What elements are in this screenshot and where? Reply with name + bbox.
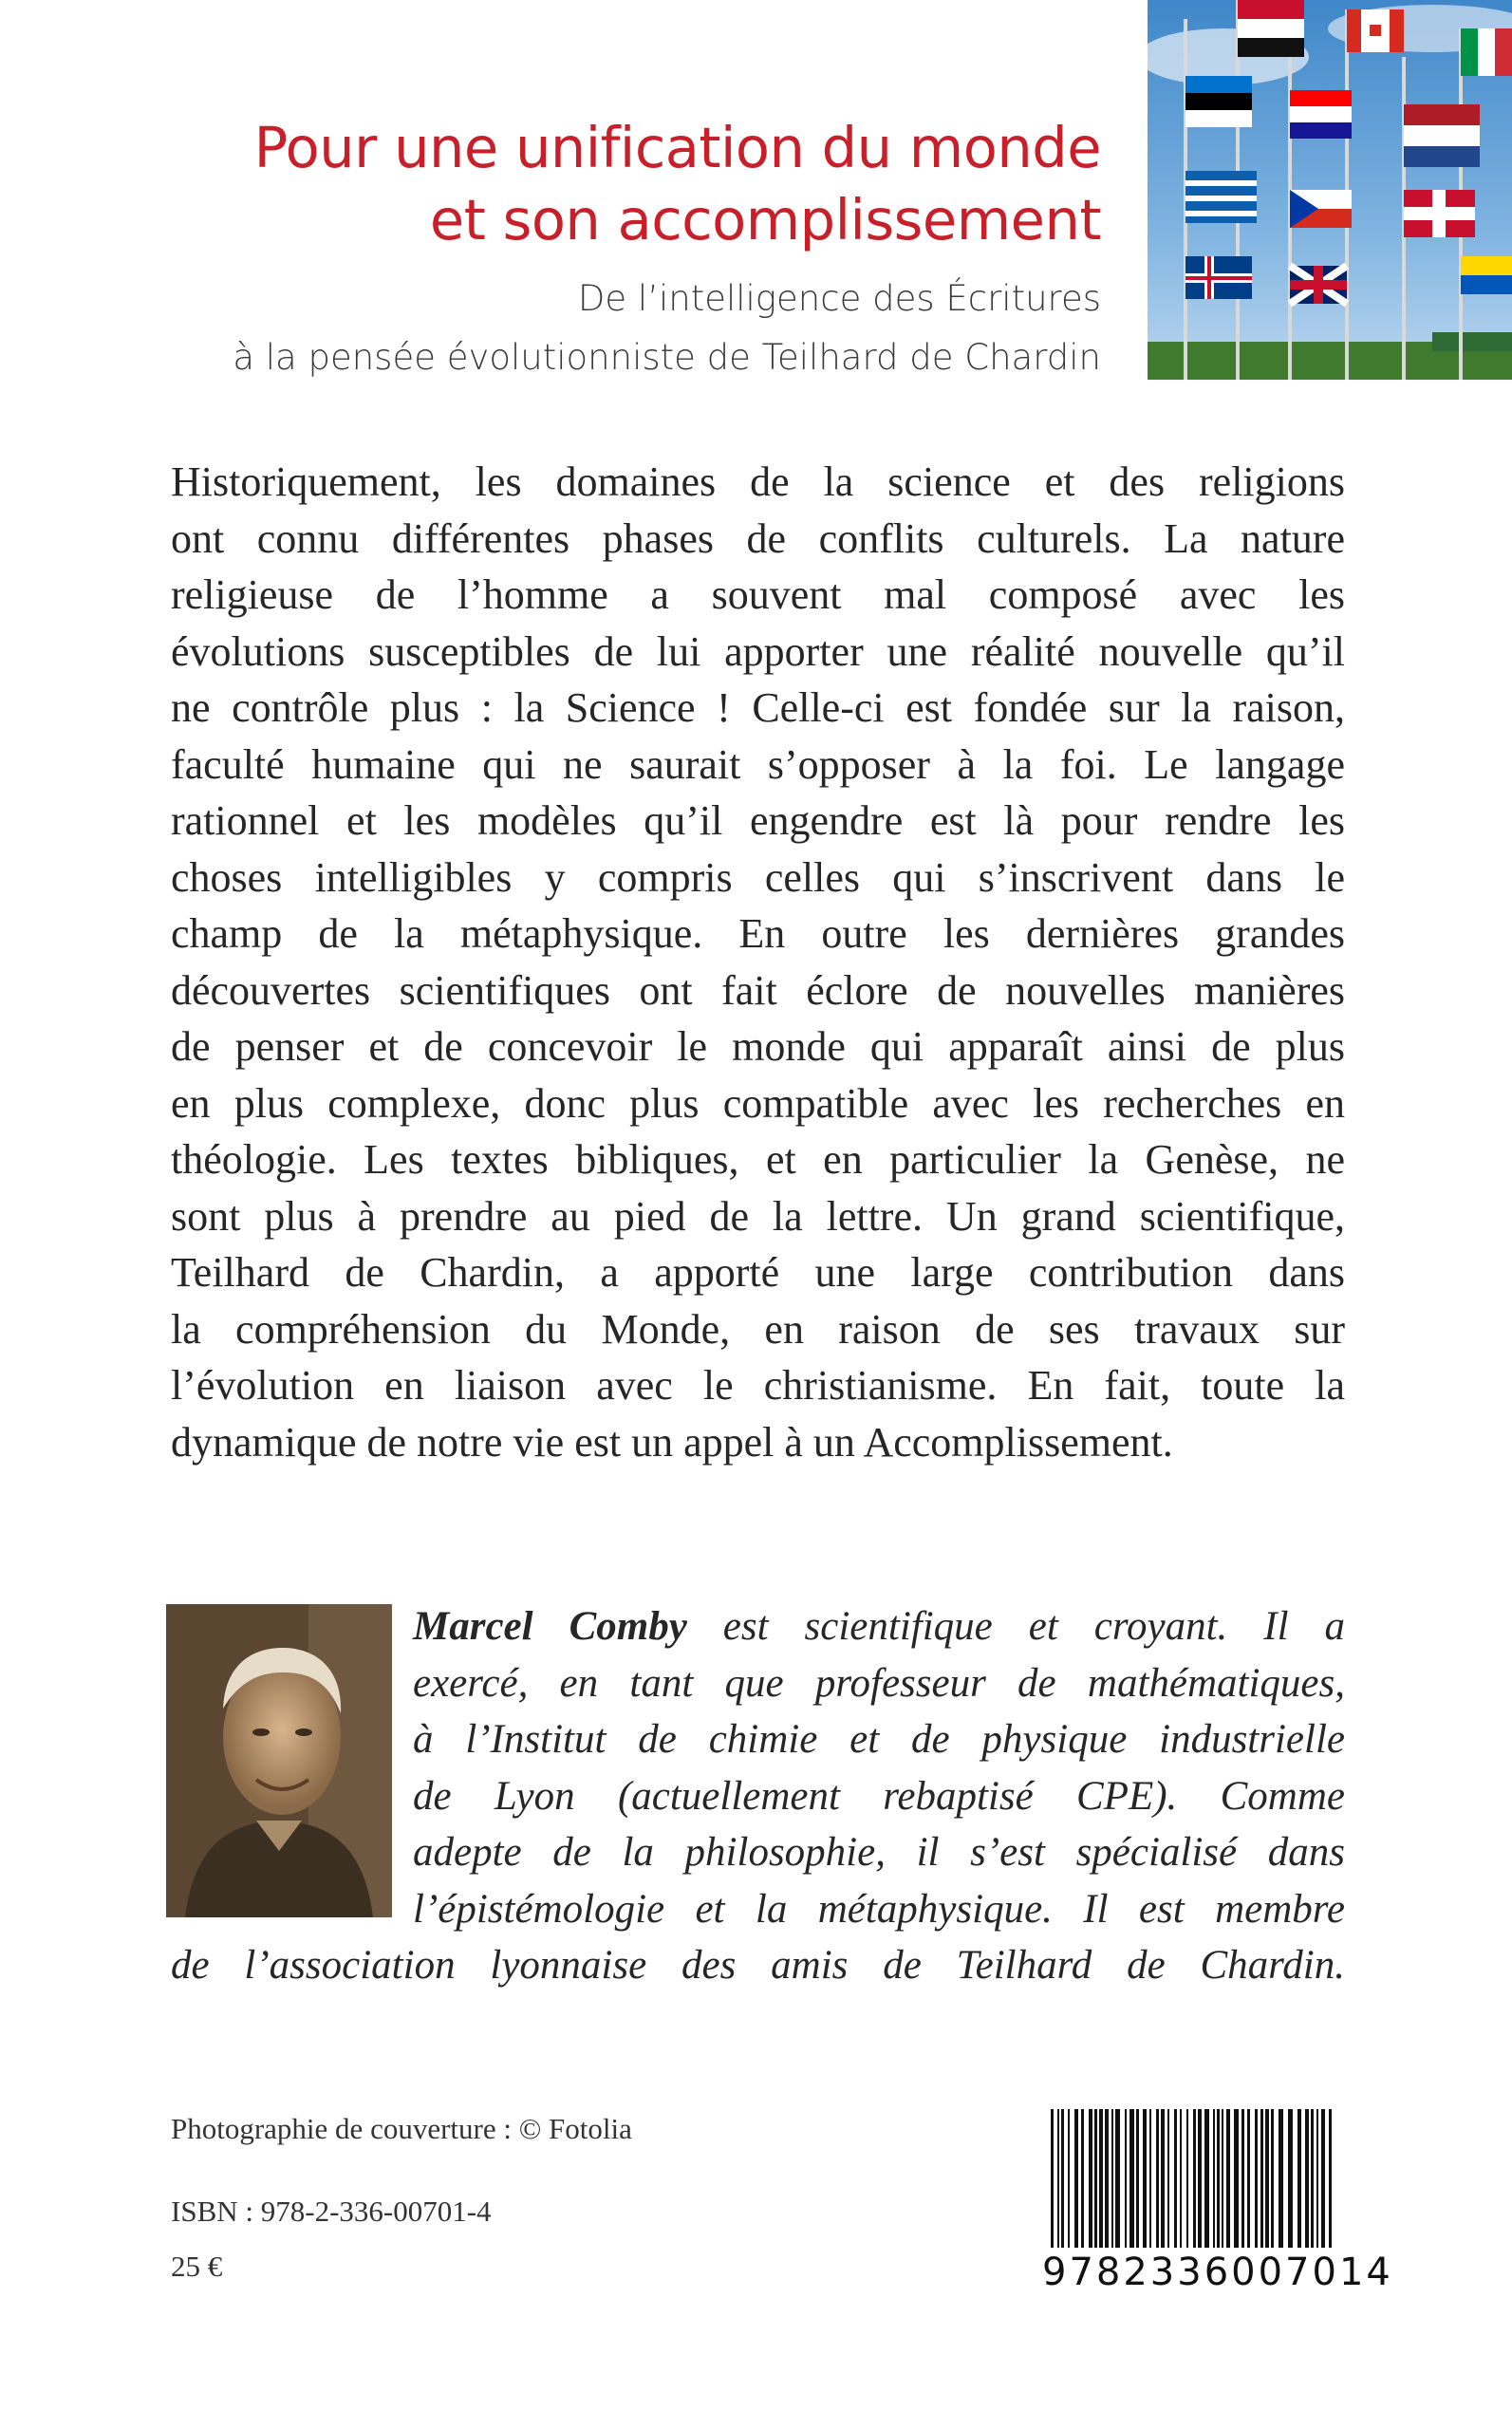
description-line: ont connu différentes phases de conflits culturels. La nature — [171, 514, 1345, 562]
title-block — [142, 112, 1101, 387]
description-line: ne contrôle plus : la Science ! Celle-ci est fondée sur la raison, — [171, 684, 1345, 731]
description-line: de penser et de concevoir le monde qui apparaît ainsi de plus — [171, 1023, 1345, 1070]
description-line: Teilhard de Chardin, a apporté une large contribution dans — [171, 1249, 1345, 1296]
barcode-bar — [1241, 2109, 1244, 2251]
description-line: la compréhension du Monde, en raison de ses travaux sur — [171, 1305, 1345, 1353]
barcode-bar — [1271, 2109, 1274, 2251]
barcode-bar — [1297, 2109, 1301, 2251]
description-line: religieuse de l’homme a souvent mal composé avec les — [171, 571, 1345, 618]
barcode-bar — [1068, 2109, 1070, 2251]
subtitle-line-2: à la pensée évolutionniste de Teilhard de Chardin — [233, 337, 1101, 378]
description-line: découvertes scientifiques ont fait éclore de nouvelles manières — [171, 966, 1345, 1014]
description-line: l’évolution en liaison avec le christianisme. En fait, toute la — [171, 1362, 1345, 1409]
description-line: théologie. Les textes bibliques, et en particulier la Genèse, ne — [171, 1136, 1345, 1183]
bio-line: à l’Institut de chimie et de physique industrielle — [413, 1717, 1345, 1762]
barcode-bar — [1226, 2109, 1230, 2251]
barcode-bar — [1311, 2109, 1314, 2251]
barcode-digits: 9782336007014 — [1042, 2248, 1346, 2297]
book-title-line-2: et son accomplissement — [429, 187, 1101, 252]
description-line: Historiquement, les domaines de la science et des religions — [171, 458, 1345, 505]
barcode-bar — [1180, 2109, 1182, 2251]
barcode-bar — [1161, 2109, 1165, 2251]
barcode-bar — [1193, 2109, 1196, 2251]
barcode-bar — [1061, 2109, 1064, 2251]
barcode-bar — [1305, 2109, 1309, 2251]
barcode-bar — [1174, 2109, 1177, 2251]
barcode-bar — [1081, 2109, 1084, 2251]
barcode-bar — [1329, 2109, 1332, 2251]
description-line: champ de la métaphysique. En outre les dernières grandes — [171, 910, 1345, 957]
barcode-bar — [1099, 2109, 1103, 2251]
barcode-bar — [1316, 2109, 1318, 2251]
bio-line: l’épistémologie et la métaphysique. Il est membre — [413, 1886, 1345, 1932]
barcode-bar — [1149, 2109, 1151, 2251]
description-line: en plus complexe, donc plus compatible avec les recherches en — [171, 1079, 1345, 1127]
flags-photo — [1148, 0, 1512, 380]
barcode-bar — [1198, 2109, 1202, 2251]
barcode-bar — [1051, 2109, 1054, 2251]
barcode-bar — [1222, 2109, 1223, 2251]
description-line: rationnel et les modèles qu’il engendre est là pour rendre les — [171, 797, 1345, 844]
price: 25 € — [171, 2250, 223, 2283]
barcode-bar — [1156, 2109, 1159, 2251]
bio-line: exercé, en tant que professeur de mathématiques, — [413, 1660, 1345, 1706]
barcode-bar — [1217, 2109, 1220, 2251]
barcode-bar — [1129, 2109, 1134, 2251]
barcode-bar — [1204, 2109, 1209, 2251]
barcode-bar — [1089, 2109, 1092, 2251]
subtitle-line-1: De l’intelligence des Écritures — [577, 278, 1101, 319]
barcode-bar — [1255, 2109, 1258, 2251]
isbn: ISBN : 978-2-336-00701-4 — [171, 2195, 492, 2228]
barcode-bar — [1136, 2109, 1139, 2251]
description-line: choses intelligibles y compris celles qui s’inscrivent dans le — [171, 853, 1345, 901]
photo-credit: Photographie de couverture : © Fotolia — [171, 2112, 632, 2145]
barcode-bar — [1115, 2109, 1120, 2251]
author-name: Marcel Comby — [413, 1604, 687, 1649]
barcode-bar — [1074, 2109, 1078, 2251]
description-text — [171, 454, 1345, 1470]
bio-line: adepte de la philosophie, il s’est spécialisé dans — [413, 1830, 1345, 1875]
barcode-bar — [1167, 2109, 1169, 2251]
description-line: dynamique de notre vie est un appel à un Accomplissement. — [171, 1418, 1173, 1466]
barcode-bar — [1260, 2109, 1263, 2251]
barcode-bar — [1265, 2109, 1269, 2251]
barcode-bar — [1234, 2109, 1239, 2251]
description-line: évolutions susceptibles de lui apporter une réalité nouvelle qu’il — [171, 627, 1345, 675]
barcode-bar — [1186, 2109, 1188, 2251]
barcode-bar — [1321, 2109, 1325, 2251]
barcode-bar — [1111, 2109, 1113, 2251]
description-line: faculté humaine qui ne saurait s’opposer à la foi. Le langage — [171, 740, 1345, 788]
description-line: sont plus à prendre au pied de la lettre. Un grand scientifique, — [171, 1192, 1345, 1240]
bio-first-text: est scientifique et croyant. Il a — [686, 1604, 1345, 1649]
barcode-bar — [1057, 2109, 1059, 2251]
barcode-bar — [1247, 2109, 1250, 2251]
barcode-bar — [1105, 2109, 1109, 2251]
barcode-bar — [1213, 2109, 1215, 2251]
book-title-line-1: Pour une unification du monde — [253, 115, 1101, 180]
barcode-bar — [1125, 2109, 1127, 2251]
bio-line: de Lyon (actuellement rebaptisé CPE). Comme — [413, 1773, 1345, 1819]
barcode-bar — [1288, 2109, 1293, 2251]
barcode-bar — [1279, 2109, 1283, 2251]
author-bio — [171, 1598, 1345, 1994]
barcode-bar — [1143, 2109, 1147, 2251]
barcode-bar — [1094, 2109, 1097, 2251]
bio-line — [171, 1598, 1345, 1655]
bio-line: de l’association lyonnaise des amis de Teilhard de Chardin. — [171, 1943, 1345, 1988]
